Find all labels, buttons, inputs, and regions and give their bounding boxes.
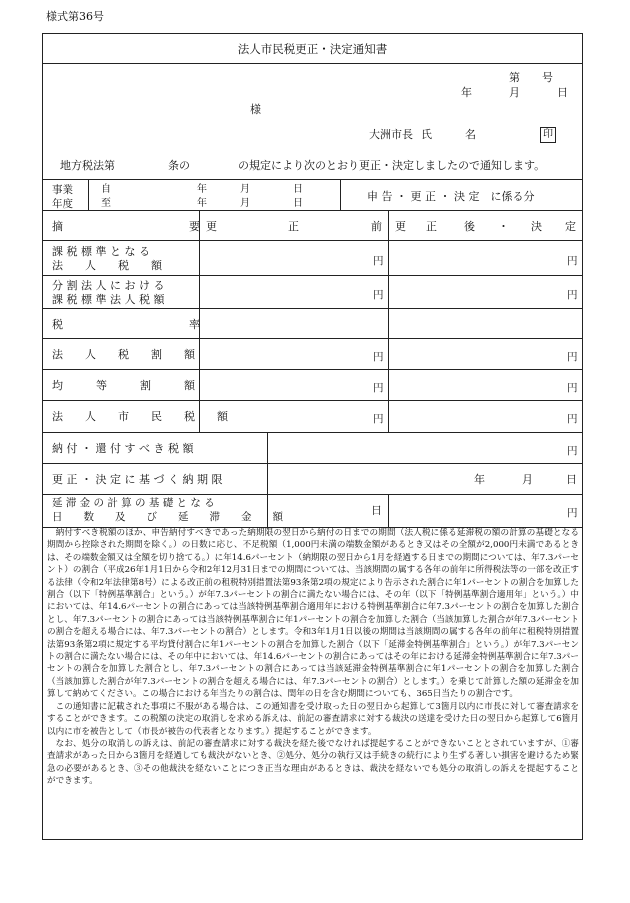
divider	[388, 210, 389, 432]
col-after-1: 更	[395, 220, 406, 233]
row-late-fee-line1: 延 滞 金 の 計 算 の 基 礎 と な る	[52, 497, 215, 509]
period-heading: 申 告 ・ 更 正 ・ 決 定 に係る分	[367, 190, 535, 203]
period-label-top: 事業	[52, 184, 73, 196]
divider	[43, 369, 582, 370]
days-unit: 日	[371, 504, 382, 517]
period-to: 至	[101, 198, 111, 209]
yen-unit: 円	[567, 413, 578, 425]
row-municipal-tax: 法 人 市 民 税 額	[52, 410, 228, 423]
divider	[340, 179, 341, 210]
date-year: 年	[461, 86, 472, 99]
yen-unit: 円	[373, 413, 384, 425]
addressee-suffix: 様	[250, 103, 261, 116]
yen-unit: 円	[567, 255, 578, 267]
col-after-5: 決	[531, 220, 542, 233]
row-payable-refund: 納 付 ・ 還 付 す べ き 税 額	[52, 442, 194, 455]
yen-unit: 円	[567, 382, 578, 394]
deadline-month: 月	[522, 473, 533, 486]
row-late-fee-line2: 日 数 及 び 延 滞 金 額	[52, 511, 283, 523]
divider	[43, 308, 582, 309]
period-label-bottom: 年度	[52, 198, 73, 210]
divider	[43, 400, 582, 401]
yen-unit: 円	[567, 289, 578, 301]
divider	[43, 179, 582, 180]
col-after-3: 後	[464, 220, 475, 233]
divider	[43, 338, 582, 339]
row-taxable-base-line2: 法 人 税 額	[52, 259, 162, 272]
divider	[43, 240, 582, 241]
yen-unit: 円	[567, 507, 578, 519]
col-before-3: 前	[371, 220, 382, 233]
col-before-2: 正	[288, 220, 299, 233]
period-to-day: 日	[293, 198, 303, 209]
divider	[43, 63, 582, 64]
name-label: 氏 名	[421, 128, 476, 141]
row-corporate-tax-levy: 法 人 税 割 額	[52, 348, 195, 361]
note-lawsuit: なお、処分の取消しの訴えは、前記の審査請求に対する裁決を経た後でなければ提起することができないこととされていますが、①審査請求があった日から3箇月を経過しても裁決がないとき、②処分、処分の執行又は手続きの続行により生ずる著しい損害を避けるため緊急の必要があるとき、③その他裁決を経ないことにつき正当な理由があるときは、裁決を経ないでも処分の取消しの訴えを提起することができます。	[47, 738, 579, 787]
col-after-4: ・	[498, 220, 509, 233]
yen-unit: 円	[567, 445, 578, 457]
yen-unit: 円	[373, 351, 384, 363]
divider	[43, 432, 582, 433]
form-number: 様式第36号	[46, 10, 104, 23]
period-from-month: 月	[240, 184, 250, 195]
seal-mark: 印	[540, 127, 556, 143]
divider	[43, 275, 582, 276]
divider	[388, 494, 389, 527]
note-appeal: この通知書に記載された事項に不服がある場合は、この通知書を受け取った日の翌日から起算して3箇月以内に市長に対して審査請求をすることができます。この税額の決定の取消しを求める訴えは、前記の審査請求に対する裁決の送達を受けた日の翌日から起算して6箇月以内に市を被告として（市長が被告の代表者となります。）提起することができます。	[47, 701, 579, 737]
date-day: 日	[557, 86, 568, 99]
period-from-day: 日	[293, 184, 303, 195]
yen-unit: 円	[373, 255, 384, 267]
row-tax-rate-2: 率	[189, 318, 200, 331]
law-prefix: 地方税法第	[60, 159, 115, 172]
row-payment-deadline: 更 正 ・ 決 定 に 基 づ く 納 期 限	[52, 473, 223, 486]
period-from: 自	[101, 184, 111, 195]
mayor-title: 大洲市長	[369, 128, 413, 141]
divider	[43, 210, 582, 211]
notes-section	[47, 527, 579, 788]
col-after-6: 定	[565, 220, 576, 233]
yen-unit: 円	[567, 351, 578, 363]
period-to-month: 月	[240, 198, 250, 209]
divider	[43, 463, 582, 464]
form-title: 法人市民税更正・決定通知書	[237, 42, 388, 56]
period-to-year: 年	[197, 198, 207, 209]
deadline-year: 年	[474, 473, 485, 486]
deadline-day: 日	[566, 473, 577, 486]
note-late-fee: 納付すべき税額のほか、申告納付すべきであった納期限の翌日から納付の日までの期間（法人税に係る延滞税の額の計算の基礎となる期間から控除された期間を除く。）の日数に応じ、不足税額（1,000円未満の端数金額があるとき又はその全額が2,000円未満であるときは、その端数金額又は全額を切り捨てる。）に年14.6パーセント（納期限の翌日から1月を経過する日までの期間については、年7.3パーセント）の割合（平成26年1月1日から令和2年12月31日までの期間については、当該期間の属する各年の前年に所得税法等の一部を改正する法律（令和2年法律第8号）による改正前の租税特別措置法第93条第2項の規定により告示された割合に年1パーセントの割合を加算した割合（以下「特例基準割合」という。）が年7.3パーセントの割合に満たない場合には、その年（以下「特例基準割合適用年」という。）中においては、年14.6パーセントの割合にあっては当該特例基準割合適用年における特例基準割合に年7.3パーセントの割合を加算した割合とし、年7.3パーセントの割合にあっては当該特例基準割合に年1パーセントの割合を加算した割合（当該加算した割合が年7.3パーセントの割合を超える場合には、年7.3パーセントの割合）とします。令和3年1月1日以後の期間は当該期間の属する各年の前年に租税特別措置法第93条第2項に規定する平均貸付割合に年1パーセントの割合を加算した割合（以下「延滞金特例基準割合」という。）が年7.3パーセントの割合に満たない場合には、その年中においては、年14.6パーセントの割合にあってはその年における延滞金特例基準割合に年7.3パーセントの割合を加算した割合とし、年7.3パーセントの割合にあっては当該延滞金特例基準割合に年1パーセントの割合を加算した割合（当該加算した割合が年7.3パーセントの割合を超える場合には、年7.3パーセントの割合）とします。）を乗じて計算した額の延滞金を加算して納めてください。この場合における年当たりの割合は、閏年の日を含む期間についても、365日当たりの割合です。	[47, 528, 579, 700]
yen-unit: 円	[373, 382, 384, 394]
row-split-corp-line2: 課 税 標 準 法 人 税 額	[52, 293, 165, 306]
yen-unit: 円	[373, 289, 384, 301]
row-taxable-base-line1: 課 税 標 準 と な る	[52, 245, 150, 258]
col-before-1: 更	[206, 220, 217, 233]
notice-number: 第 号	[509, 71, 553, 84]
row-tax-rate-1: 税	[52, 318, 63, 331]
divider	[88, 179, 89, 210]
row-per-capita-levy: 均 等 割 額	[52, 379, 195, 392]
col-after-2: 正	[426, 220, 437, 233]
period-from-year: 年	[197, 184, 207, 195]
col-summary-1: 摘	[52, 220, 63, 233]
col-summary-2: 要	[189, 220, 200, 233]
date-month: 月	[509, 86, 520, 99]
law-article: 条の	[168, 159, 190, 172]
row-split-corp-line1: 分 割 法 人 に お け る	[52, 279, 165, 292]
law-text: の規定により次のとおり更正・決定しましたので通知します。	[238, 159, 546, 172]
divider	[43, 494, 582, 495]
